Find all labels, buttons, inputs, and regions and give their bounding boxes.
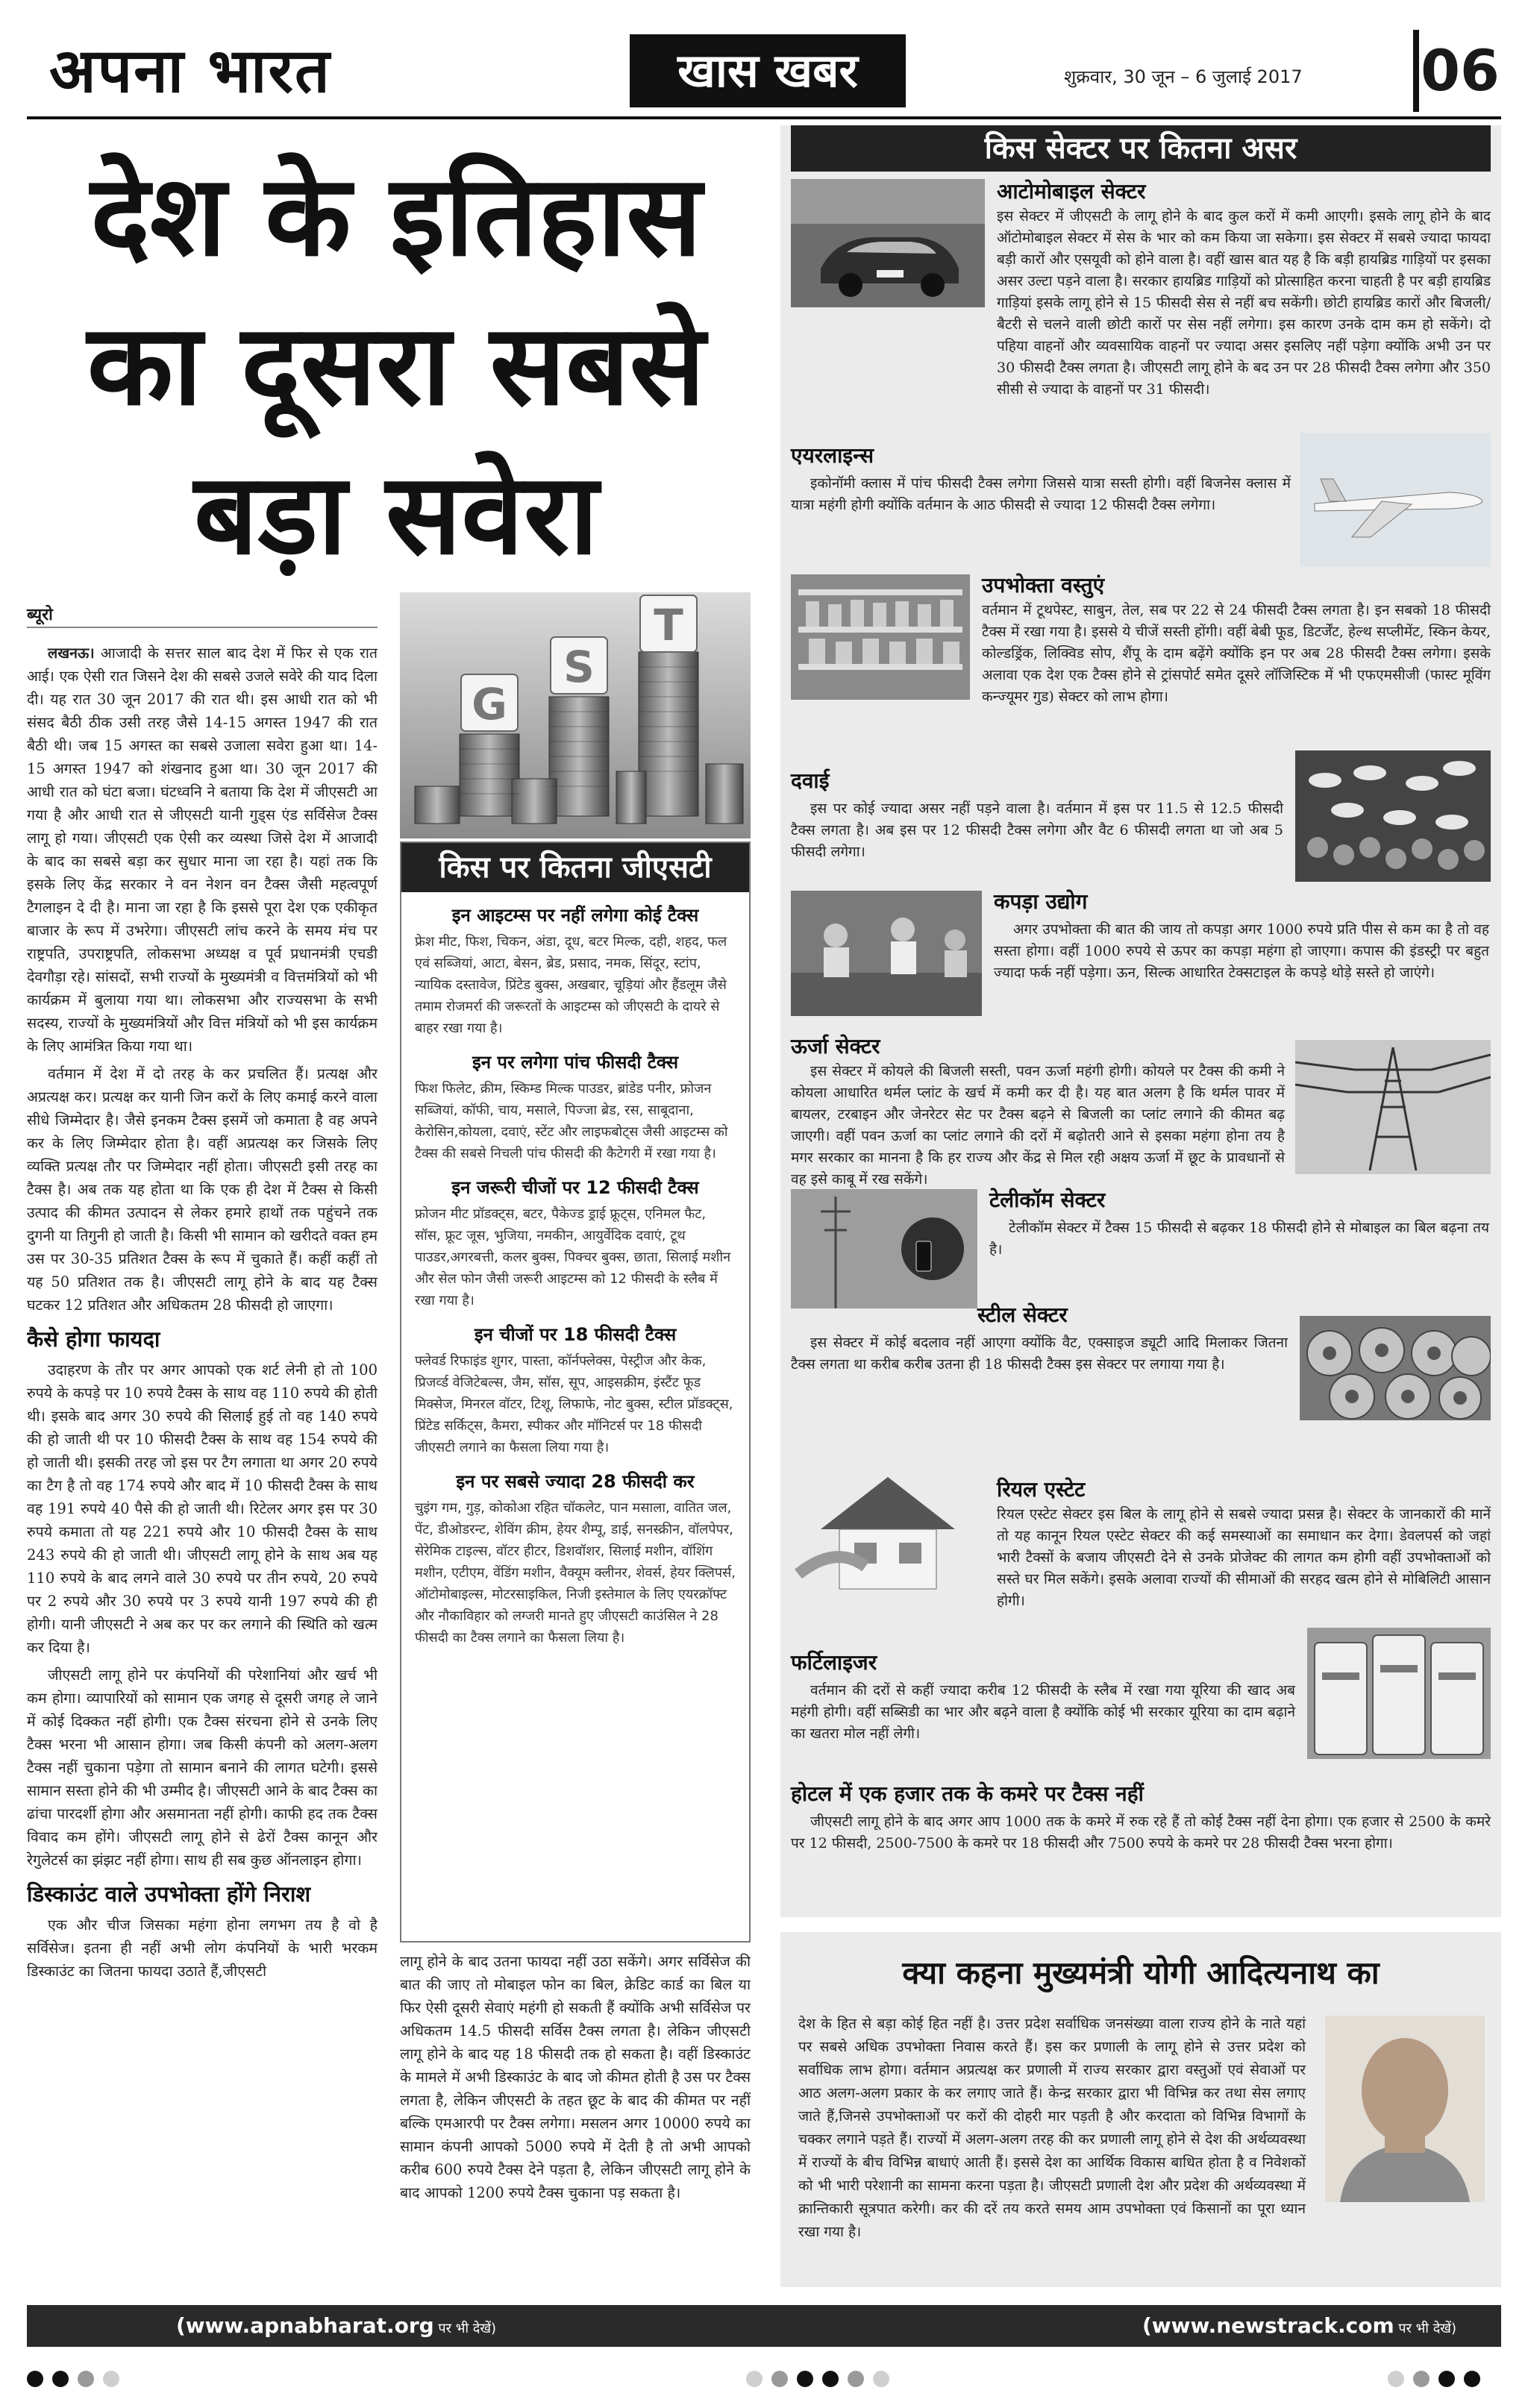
sector-text: वर्तमान में टूथपेस्ट, साबुन, तेल, सब पर 22 से 24 फीसदी टैक्स लगता है। इन सबको 18 फीसदी टैक्स में रखा गया है। इससे ये चीजें सस्ती होंगी। वहीं बेबी फूड, डिटर्जेंट, हेल्थ सप्लीमेंट, स्किन केयर, कोल्डड्रिंक, लिक्विड सोप, शैंपू के दाम बढ़ेंगे क्योंकि इन पर अब 28 फीसदी टैक्स लगेगा। इसके अलावा एक देश एक टैक्स होने से ट्रांसपोर्ट समेत दूसरे लॉजिस्टिक में भी एफएमसीजी (फास्ट मूविंग कन्ज्यूमर गुड) सेक्टर को लाभ होगा। [982, 602, 1491, 705]
sector-heading: ऊर्जा सेक्टर [791, 1034, 880, 1059]
sector-auto [997, 178, 1489, 209]
subheading-benefit: कैसे होगा फायदा [27, 1326, 160, 1352]
sector-hotel [791, 1780, 1491, 1854]
sector-text: इस सेक्टर में कोयले की बिजली सस्ती, पवन ऊर्जा महंगी होगी। कोयले पर टैक्स की कमी ने कोयला आधारित थर्मल प्लांट के खर्च में कमी कर दी है। यह बात अलग है कि थर्मल पावर में बायलर, टरबाइन और जेनरेटर सेट पर टैक्स बढ़ने से बिजली का प्लांट लगाने की कीमत बढ़ जाएगी। वहीं पवन ऊर्जा का प्लांट लगाने की दरों में बढ़ोतरी आने से इसका महंगा होना तय है मगर सरकार का मानना है कि हर राज्य और केंद्र से मिल रही अक्षय ऊर्जा में छूट के प्रावधानों से वह इसे काबू में रख सकेंगे। [791, 1063, 1285, 1188]
sector-heading: स्टील सेक्टर [977, 1302, 1068, 1327]
sidebar-heading-zero: इन आइटम्स पर नहीं लगेगा कोई टैक्स [451, 905, 699, 926]
cm-quote-title: क्या कहना मुख्यमंत्री योगी आदित्यनाथ का [902, 1954, 1380, 1991]
sidebar-title: किस पर कितना जीएसटी [401, 843, 749, 892]
sector-medicine [791, 767, 1283, 863]
sector-fertilizer [791, 1649, 1295, 1745]
sector-consumer [982, 571, 1489, 603]
sector-text: इस सेक्टर में जीएसटी के लागू होने के बाद कुल करों में कमी आएगी। इसके लागू होने के बाद ऑटोमोबाइल सेक्टर में सेस के भार को कम किया जा सकेगा। इस सेक्टर में सबसे ज्यादा फायदा बड़ी कारों और एसयूवी को होने वाला है। वहीं खास बात यह है कि बड़ी हायब्रिड गाड़ियों पर इसका असर उल्टा पड़ने वाला है। सरकार हायब्रिड गाड़ियों को प्रोत्साहित करना चाहती है पर बड़ी हायब्रिड गाड़ियां इसके लागू होने से 15 फीसदी सेस से नहीं बच सकेंगी। छोटी हायब्रिड कारों और बिजली/बैटरी से चलने वाली छोटी कारों पर सेस नहीं लगेगा। इस कारण उनके दाम कम हो सकेंगे। दो पहिया वाहनों और व्यवसायिक वाहनों पर ज्यादा असर इसलिए नहीं पड़ेगा क्योंकि अभी उन पर 30 फीसदी टैक्स लगता है। जीएसटी लागू होने के बद उन पर 28 फीसदी टैक्स लगेगा और 350 सीसी से ज्यादा के वाहनों पर 31 फीसदी। [997, 208, 1491, 398]
headline-line-1: देश के इतिहास [90, 151, 702, 281]
sector-energy-text [791, 1061, 1491, 1191]
footer-bar [27, 2305, 1501, 2347]
article-paragraph: लागू होने के बाद उतना फायदा नहीं उठा सकेंगे। अगर सर्विसेज की बात की जाए तो मोबाइल फोन का बिल, क्रेडिट कार्ड का बिल या फिर ऐसी दूसरी सेवाएं महंगी हो सकती हैं क्योंकि अभी सर्विसेज पर अधिकतम 14.5 फीसदी सर्विस टैक्स लगता है। लेकिन जीएसटी लागू होने के बाद यह 18 फीसदी तक हो सकता है। वहीं डिस्काउंट के मामले में अभी डिस्काउंट के बाद जो कीमत होती है उस पर टैक्स लगता है, लेकिन जीएसटी के तहत छूट के बाद की कीमत पर नहीं बल्कि एमआरपी पर टैक्स लगेगा। मसलन अगर 10000 रुपये का सामान कंपनी आपको 5000 रुपये में देती है तो अभी आपको करीब 600 रुपये टैक्स देने पड़ता है, लेकिन जीएसटी लागू होने के बाद आपको 1200 रुपये टैक्स चुकाना पड़ सकता है। [400, 1953, 751, 2201]
gst-letter-g: G [472, 679, 507, 730]
dateline-place: लखनऊ। [48, 645, 95, 662]
sidebar-text-twelve: फ्रोजन मीट प्रॉडक्ट्स, बटर, पैकेज्ड ड्राई फ्रूट्स, एनिमल फैट, सॉस, फ्रूट जूस, भुजिया, नमकीन, आयुर्वेदिक दवाएं, टूथ पाउडर,अगरबत्ती, कलर बुक्स, पिक्चर बुक्स, छाता, सिलाई मशीन और सेल फोन जैसी जरूरी आइटम्स को 12 फीसदी के स्लैब में रखा गया है। [415, 1206, 731, 1308]
logo-text: अपना भारत [49, 35, 331, 107]
sector-telecom [989, 1186, 1489, 1261]
footer-left-link[interactable] [176, 2305, 496, 2350]
gst-letter-s: S [563, 642, 595, 692]
steel-coil-icon [1300, 1316, 1491, 1420]
sector-text: टेलीकॉम सेक्टर में टैक्स 15 फीसदी से बढ़कर 18 फीसदी होने से मोबाइल का बिल बढ़ना तय है। [989, 1220, 1489, 1258]
sector-realestate-text [791, 1504, 1491, 1612]
footer-left-suffix: पर भी देखें) [433, 2321, 497, 2336]
sector-heading: टेलीकॉम सेक्टर [989, 1188, 1106, 1212]
sector-heading: कपड़ा उद्योग [994, 889, 1088, 914]
gst-coins-image [400, 592, 751, 838]
sector-text: इस सेक्टर में कोई बदलाव नहीं आएगा क्योंकि वैट, एक्साइज ड्यूटी आदि मिलाकर जितना टैक्स लगता था करीब करीब उतना ही 18 फीसदी टैक्स इस सेक्टर पर लगाया गया है। [791, 1335, 1288, 1373]
gst-letter-t: T [654, 600, 683, 650]
cm-portrait [1325, 2016, 1485, 2202]
sector-heading: आटोमोबाइल सेक्टर [997, 179, 1146, 204]
sector-text: रियल एस्टेट सेक्टर इस बिल के लागू होने से सबसे ज्यादा प्रसन्न है। सेक्टर के जानकारों की मानें तो यह कानून रियल एस्टेट सेक्टर की कई समस्याओं का समाधान कर देगा। डेवलपर्स को जहां भारी टैक्सों के बजाय जीएसटी देने से उनके प्रोजेक्ट की लागत कम होगी वहीं उपभोक्ताओं को सस्ते घर मिल सकेंगे। इसके अलावा राज्यों की सीमाओं की सरहद खत्म होने से मोबिलिटी आसान होगी। [997, 1506, 1491, 1609]
sector-realestate [997, 1476, 1489, 1507]
sector-text: वर्तमान की दरों से कहीं ज्यादा करीब 12 फीसदी के स्लैब में रखा गया यूरिया की खाद अब महंगी होगी। वहीं सब्सिडी का भार और बढ़ने वाला है क्योंकि कोई भी सरकार यूरिया का दाम बढ़ाने का खतरा मोल नहीं लेगी। [791, 1682, 1295, 1742]
sector-energy [791, 1032, 1283, 1064]
sector-textile [994, 888, 1489, 984]
sector-heading: उपभोक्ता वस्तुएं [982, 573, 1105, 598]
gst-coins-illustration [400, 592, 751, 838]
footer-dots-left [27, 2371, 128, 2389]
headline-line-2: का दूसरा सबसे [87, 301, 706, 430]
masthead [27, 30, 1501, 112]
article-paragraph: आजादी के सत्तर साल बाद देश में फिर से एक रात आई। एक ऐसी रात जिसने देश की सबसे उजले सवेरे की याद दिला दी। यह रात 30 जून 2017 की रात थी। इस आधी रात को भी संसद बैठी ठीक उसी तरह जैसे 14-15 अगस्त 1947 की रात बैठी थी। जब 15 अगस्त का सबसे उजाला सवेरा हुआ था। 14-15 अगस्त 1947 को शंखनाद हुआ था। 30 जून 2017 की आधी रात को घंटा बजा। घंटध्वनि ने बताया कि देश में जीएसटी आ गया है और आधी रात से जीएसटी यानी गुड्स एंड सर्विसेज टैक्स लागू हो गया। जीएसटी एक ऐसी कर व्यस्था जिसे देश में आजादी के बाद का सबसे बड़ा कर सुधार माना जा रहा है। यहां तक कि इसके लिए केंद्र सरकार ने वन नेशन वन टैक्स जैसी महत्वपूर्ण टैगलाइन दे दी है। माना जा रहा है कि इससे पूरा देश एक एकीकृत बाजार के रूप में उभरेगा। जीएसटी लांच करने के समय मंच पर राष्ट्रपति, उपराष्ट्रपति, लोकसभा अध्यक्ष व पूर्व प्रधानमंत्री एचडी देवगौड़ा रहे। सांसदों, सभी राज्यों के मुख्यमंत्री व वित्तमंत्रियों को भी कार्यक्रम में बुलाया गया था। लोकसभा और राज्यसभा के सभी सदस्य, राज्यों के मुख्यमंत्रियों और वित्त मंत्रियों को भी इस कार्यक्रम के लिए आमंत्रित किया गया था। [27, 645, 378, 1055]
footer-right-url: (www.newstrack.com [1142, 2313, 1394, 2338]
sidebar-text-five: फिश फिलेट, क्रीम, स्किम्ड मिल्क पाउडर, ब्रांडेड पनीर, फ्रोजन सब्जियां, कॉफी, चाय, मसाले, पिज्जा ब्रेड, रस, साबूदाना, केरोसिन,कोयला, दवाएं, स्टेंट और लाइफबोट्स जैसी आइटम्स को टैक्स की सबसे निचली पांच फीसदी की कैटेगरी में रखा गया है। [415, 1081, 728, 1161]
sector-auto-text [791, 206, 1491, 401]
sidebar-heading-twelve: इन जरूरी चीजों पर 12 फीसदी टैक्स [451, 1177, 699, 1198]
pills-photo [1295, 750, 1491, 882]
gst-rates-sidebar [400, 841, 751, 1943]
portrait-icon [1325, 2016, 1485, 2202]
masthead-rule [27, 116, 1501, 119]
airplane-icon [1300, 433, 1491, 567]
mobile-phone-icon [791, 1189, 977, 1308]
byline: ब्यूरो [27, 606, 53, 624]
telecom-photo [791, 1189, 977, 1308]
page-number: 06 [1413, 30, 1501, 112]
sector-panel-title: किस सेक्टर पर कितना असर [791, 125, 1491, 172]
cm-quote-text: देश के हित से बड़ा कोई हित नहीं है। उत्तर प्रदेश सर्वाधिक जनसंख्या वाला राज्य होने के नाते यहां पर सबसे अधिक उपभोक्ता निवास करते हैं। इस कर प्रणाली के लागू होने से उत्तर प्रदेश को सर्वाधिक लाभ होगा। वर्तमान अप्रत्यक्ष कर प्रणाली में राज्य सरकार द्वारा वस्तुओं एवं सेवाओं पर आठ अलग-अलग प्रकार के कर लगाए जाते हैं। केन्द्र सरकार द्वारा भी विभिन्न कर तथा सेस लगाए जाते हैं,जिनसे उपभोक्ताओं पर करों की दोहरी मार पड़ती है और करदाता को विभिन्न विभागों के चक्कर लगाने पड़ते हैं। राज्यों में अलग-अलग तरह की कर प्रणाली लागू होने से देश की अर्थव्यवस्था में राज्यों के बीच विभिन्न बाधाएं आती हैं। इससे देश का आर्थिक विकास बाधित होता है व निवेशकों को भी भारी परेशानी का सामना करना पड़ता है। जीएसटी प्रणाली देश और प्रदेश की अर्थव्यवस्था में क्रान्तिकारी सूत्रपात करेगी। कर की दरें तय करते समय आम उपभोक्ता एवं किसानों का पूरा ध्यान रखा गया है। [798, 2016, 1306, 2240]
newspaper-logo [27, 30, 378, 112]
textile-workers-photo [791, 891, 982, 1016]
sector-heading: एयरलाइन्स [791, 443, 874, 468]
sidebar-text-twentyeight: चुइंग गम, गुड़, कोकोआ रहित चॉकलेट, पान मसाला, वातित जल, पेंट, डीओडरन्ट, शेविंग क्रीम, हेयर शैम्पू, डाई, सनस्क्रीन, वॉलपेपर, सेरेमिक टाइल्स, वॉटर हीटर, डिशवॉशर, सिलाई मशीन, वॉशिंग मशीन, एटीएम, वेंडिंग मशीन, वैक्यूम क्लीनर, शेवर्स, हेयर क्लिपर्स, ऑटोमोबाइल्स, मोटरसाइकिल, निजी इस्तेमाल के लिए एयरक्रॉफ्ट और नौकाविहार को लग्जरी मानते हुए जीएसटी काउंसिल ने 28 फीसदी का टैक्स लगाने का फैसला लिया है। [415, 1500, 736, 1646]
fertilizer-bag-icon [1307, 1628, 1491, 1759]
footer-dots-center [746, 2371, 898, 2389]
article-column-1 [27, 642, 378, 2275]
footer-dots-right [1388, 2371, 1489, 2389]
sector-text: जीएसटी लागू होने के बाद अगर आप 1000 तक के कमरे में रुक रहे हैं तो कोई टैक्स नहीं देना होगा। एक हजार से 2500 के कमरे पर 12 फीसदी, 2500-7500 के कमरे पर 18 फीसदी और 7500 रुपये के कमरे पर 28 फीसदी टैक्स भरना होगा। [791, 1813, 1491, 1852]
article-paragraph: उदाहरण के तौर पर अगर आपको एक शर्ट लेनी हो तो 100 रुपये के कपड़े पर 10 रुपये टैक्स के साथ वह 110 रुपये की होती थी। इसके बाद अगर 30 रुपये की सिलाई हुई तो वह 140 रुपये की हो जाती थी पर 10 फीसदी टैक्स के साथ वह 154 रुपये की हो जाती थी। इसकी तरह जो इस पर टैग लगाता था अगर 20 रुपये का टैग है तो वह 174 रुपये और बाद में 10 फीसदी टैक्स के साथ वह 191 रुपये 40 पैसे की हो जाती थी। रिटेलर अगर इस पर 30 रुपये कमाता तो यह 221 रुपये और 10 फीसदी टैक्स के साथ 243 रुपये की हो जाती थी। जीएसटी लागू होने के साथ अब यह 110 रुपये के बाद लगने वाले 30 रुपये पर तीन रुपये, 20 रुपये पर 2 रुपये और 30 रुपये पर 3 रुपये यानी 197 रुपये की ही होगी। यानी जीएसटी ने अब कर पर कर लगाने की स्थिति को खत्म कर दिया है। [27, 1361, 378, 1656]
section-label: खास खबर [630, 34, 906, 107]
footer-right-suffix: पर भी देखें) [1394, 2321, 1456, 2336]
sewing-icon [791, 891, 982, 1016]
sector-impact-panel [780, 125, 1501, 1917]
footer-left-url: (www.apnabharat.org [176, 2313, 434, 2338]
sector-heading: रियल एस्टेट [997, 1477, 1086, 1502]
sector-text: अगर उपभोक्ता की बात की जाय तो कपड़ा अगर 1000 रुपये प्रति पीस से कम का है तो वह सस्ता होगा। वहीं 1000 रुपये से ऊपर का कपड़ा महंगा हो जाएगा। कपास की इंडस्ट्री पर बहुत ज्यादा फर्क नहीं पड़ेगा। ऊन, सिल्क आधारित टेक्सटाइल के कपड़े थोड़े सस्ते हो जाएंगे। [994, 921, 1489, 981]
steel-coils-photo [1300, 1316, 1491, 1420]
sector-heading: फर्टिलाइजर [791, 1650, 877, 1675]
sidebar-heading-five: इन पर लगेगा पांच फीसदी टैक्स [472, 1052, 679, 1073]
fertilizer-bags-photo [1307, 1628, 1491, 1759]
issue-date: शुक्रवार, 30 जून – 6 जुलाई 2017 [1064, 66, 1303, 87]
sector-text: इस पर कोई ज्यादा असर नहीं पड़ने वाला है। वर्तमान में इस पर 11.5 से 12.5 फीसदी टैक्स लगता है। अब इस पर 12 फीसदी टैक्स लगेगा और वैट 6 फीसदी लगता था जो अब 5 फीसदी लगेगा। [791, 800, 1283, 860]
sidebar-heading-twentyeight: इन पर सबसे ज्यादा 28 फीसदी कर [456, 1471, 695, 1492]
subheading-discount: डिस्काउंट वाले उपभोक्ता होंगे निराश [27, 1881, 311, 1907]
sector-consumer-text [791, 600, 1491, 708]
main-headline [27, 142, 765, 589]
footer-right-link[interactable] [1142, 2305, 1456, 2350]
sector-heading: दवाई [791, 768, 830, 793]
sector-heading: होटल में एक हजार तक के कमरे पर टैक्स नहीं [791, 1781, 1144, 1806]
byline-rule [27, 627, 378, 628]
sector-text: इकोनॉमी क्लास में पांच फीसदी टैक्स लगेगा जिससे यात्रा सस्ती होगी। वहीं बिजनेस क्लास में यात्रा महंगी होगी क्योंकि वर्तमान के आठ फीसदी से ज्यादा 12 फीसदी टैक्स लगेगा। [791, 475, 1291, 513]
article-paragraph: वर्तमान में देश में दो तरह के कर प्रचलित हैं। प्रत्यक्ष और अप्रत्यक्ष कर। प्रत्यक्ष कर यानी जिन करों के लिए कमाई करने वाला सीधे जिम्मेदार है। जैसे इनकम टैक्स इसमें जो कमाता है वह अपने कर के लिए जिम्मेदार होता है। वहीं अप्रत्यक्ष कर जिसके लिए व्यक्ति प्रत्यक्ष तौर पर जिम्मेदार नहीं होता। जीएसटी इसी तरह का टैक्स है। अब तक यह होता था कि एक ही देश में टैक्स से किसी उत्पाद की कीमत उत्पादन से लेकर हमारे हाथों तक पहुंचने तक दुगनी या तिगुनी हो जाती है। किसी भी सामान को खरीदते वक्त हम उस पर 30-35 प्रतिशत टैक्स के रूप में चुकाते हैं। कहीं कहीं तो यह 50 प्रतिशत तक है। जीएसटी लागू होने के बाद यह टैक्स घटकर 12 प्रतिशत और अधिकतम 28 फीसदी हो जाएगा। [27, 1065, 378, 1314]
article-paragraph: एक और चीज जिसका महंगा होना लगभग तय है वो है सर्विसेज। इतना ही नहीं अभी लोग कंपनियों के भारी भरकम डिस्काउंट का जितना फायदा उठाते हैं,जीएसटी [27, 1916, 378, 1980]
sidebar-text-eighteen: फ्लेवर्ड रिफाइंड शुगर, पास्ता, कॉर्नफ्लेक्स, पेस्ट्रीज और केक, प्रिजर्व्ड वेजिटेबल्स, जैम, सॉस, सूप, आइसक्रीम, इंस्टैंट फूड मिक्सेज, मिनरल वॉटर, टिशू, लिफाफे, नोट बुक्स, स्टील प्रॉडक्ट्स, प्रिंटेड सर्किट्स, कैमरा, स्पीकर और मॉनिटर्स पर 18 फीसदी जीएसटी लगाने का फैसला लिया गया है। [415, 1353, 733, 1455]
sidebar-heading-eighteen: इन चीजों पर 18 फीसदी टैक्स [474, 1324, 677, 1345]
sector-airlines [791, 442, 1291, 516]
sector-steel [791, 1301, 1288, 1376]
pills-icon [1295, 750, 1491, 882]
article-paragraph: जीएसटी लागू होने पर कंपनियों की परेशानियां और खर्च भी कम होगा। व्यापारियों को सामान एक जगह से दूसरी जगह ले जाने में कोई दिक्कत नहीं होगी। एक टैक्स संरचना होने से उनके लिए टैक्स भरना भी आसान होगा। जब किसी कंपनी को अलग-अलग टैक्स नहीं चुकाना पड़ेगा तो सामान बनाने की लागत घटेगी। इससे सामान सस्ता होने की भी उम्मीद है। जीएसटी आने के बाद टैक्स का ढांचा पारदर्शी होगा और असमानता नहीं होगी। काफी हद तक टैक्स विवाद कम होंगे। जीएसटी लागू होने से ढेरों टैक्स कानून और रेगुलेटर्स का झंझट नहीं होगा। साथ ही सब कुछ ऑनलाइन होगा। [27, 1667, 378, 1869]
cm-quote-box [780, 1932, 1501, 2287]
headline-line-3: बड़ा सवेरा [194, 450, 598, 580]
airplane-photo [1300, 433, 1491, 567]
sidebar-text-zero: फ्रेश मीट, फिश, चिकन, अंडा, दूध, बटर मिल्क, दही, शहद, फल एवं सब्जियां, आटा, बेसन, ब्रेड, प्रसाद, नमक, सिंदूर, स्टांप, न्यायिक दस्तावेज, प्रिंटेड बुक्स, अखबार, चूड़ियां और हैंडलूम जैसे तमाम रोजमर्रा की जरूरतों के आइटम्स को जीएसटी के दायरे से बाहर रखा गया है। [415, 934, 727, 1036]
article-column-2 [400, 1950, 751, 2275]
